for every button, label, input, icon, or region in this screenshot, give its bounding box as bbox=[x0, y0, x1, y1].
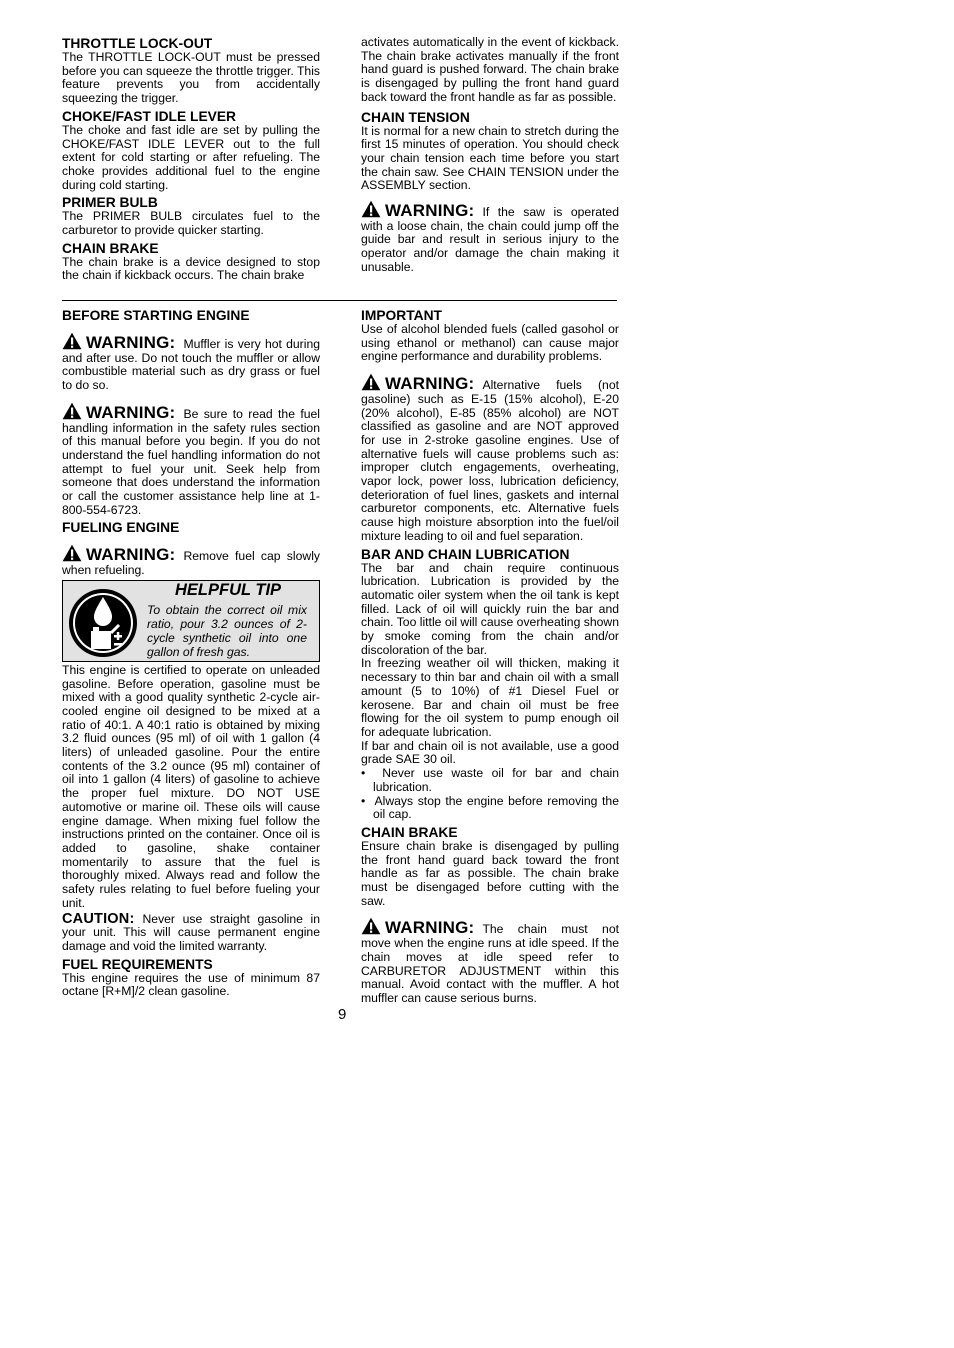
text-primer: The PRIMER BULB circulates fuel to the carburetor to provide quicker starting. bbox=[62, 209, 320, 238]
text-lubrication-3: If bar and chain oil is not available, use a good grade SAE 30 oil. bbox=[361, 738, 619, 767]
warning-text: Be sure to read the fuel handling information in the safety rules section of this manual before you begin. If you do not understand the fuel handling information do not attempt to fuel your unit. Seek help from someone that does understand the information or call the customer assistance help line at 1-800-554-6723. bbox=[62, 406, 320, 517]
top-right-column bbox=[361, 36, 619, 275]
bottom-left-column bbox=[62, 308, 320, 999]
text-chain-tension: It is normal for a new chain to stretch during the first 15 minutes of operation. You should check your chain tension each time before you start the chain saw. See CHAIN TENSION under the ASSEMBLY section. bbox=[361, 123, 619, 193]
section-divider bbox=[62, 300, 617, 301]
page-number: 9 bbox=[338, 1006, 347, 1023]
heading-chain-tension: CHAIN TENSION bbox=[361, 109, 470, 125]
warning-loose-chain bbox=[361, 200, 619, 275]
heading-primer: PRIMER BULB bbox=[62, 195, 158, 211]
text-lubrication-2: In freezing weather oil will thicken, making it necessary to thin bar and chain oil with a small amount (5 to 10%) of #1 Diesel Fuel or kerosene. Bar and chain oil must be free flowing for the oil system to pump enough oil for adequate lubrication. bbox=[361, 656, 619, 739]
helpful-tip-title: HELPFUL TIP bbox=[175, 580, 282, 599]
list-item: • Never use waste oil for bar and chain lubrication. bbox=[361, 766, 620, 794]
caution-straight-gasoline bbox=[62, 910, 320, 954]
warning-triangle-icon bbox=[62, 544, 82, 562]
warning-fuel-handling bbox=[62, 402, 320, 518]
warning-text: If the saw is operated with a loose chain, the chain could jump off the guide bar and result in serious injury to the operator and/or damage the chain making it unusable. bbox=[361, 205, 619, 274]
text-lubrication-1: The bar and chain require continuous lubrication. Lubrication is provided by the automatic oiler system when the oil tank is kept filled. Lack of oil will quickly ruin the bar and chain. Too little oil will cause overheating shown by smoke coming from the chain and/or discoloration of the bar. bbox=[361, 560, 619, 657]
heading-bar-chain-lubrication: BAR AND CHAIN LUBRICATION bbox=[361, 546, 570, 562]
text-fuel-requirements: This engine requires the use of minimum 87 octane [R+M]/2 clean gasoline. bbox=[62, 970, 320, 999]
warning-triangle-icon bbox=[62, 332, 82, 350]
list-item: • Always stop the engine before removing the oil cap. bbox=[361, 793, 619, 822]
warning-triangle-icon bbox=[361, 373, 381, 391]
warning-label: WARNING: bbox=[86, 333, 176, 352]
heading-chain-brake-2: CHAIN BRAKE bbox=[361, 824, 458, 840]
warning-label: WARNING: bbox=[385, 201, 475, 221]
warning-text: Muffler is very hot during and after use. Do not touch the muffler or allow combustible material such as dry grass or fuel to do so. bbox=[62, 337, 320, 393]
warning-label: WARNING: bbox=[86, 402, 176, 422]
helpful-tip-text: To obtain the correct oil mix ratio, pour 3.2 ounces of 2-cycle synthetic oil into one gallon of fresh gas. bbox=[147, 602, 307, 659]
warning-triangle-icon bbox=[62, 402, 82, 420]
warning-label: WARNING: bbox=[385, 918, 475, 938]
top-left-column bbox=[62, 36, 320, 283]
text-chain-brake-2: Ensure chain brake is disengaged by pulling the front hand guard back toward the front handle as far as possible. The chain brake must be disengaged before cutting with the saw. bbox=[361, 838, 619, 908]
text-chain-brake-continued: activates automatically in the event of kickback. The chain brake activates manually if the front hand guard is pushed forward. The chain brake is disengaged by pulling the front hand guard back toward the front handle as far as possible. bbox=[361, 35, 619, 104]
heading-before-starting: BEFORE STARTING ENGINE bbox=[62, 308, 250, 323]
caution-text: Never use straight gasoline in your unit. This will cause permanent engine damage and void the limited warranty. bbox=[62, 911, 320, 953]
warning-text: Remove fuel cap slowly when refueling. bbox=[62, 549, 320, 578]
text-engine-fuel-mix: This engine is certified to operate on unleaded gasoline. Before operation, gasoline must be mixed with a good quality synthetic 2-cycle air-cooled engine oil designed to be mixed at a ratio of 40:1. A 40:1 ratio is obtained by mixing 3.2 fluid ounces (95 ml) of oil with 1 gallon (4 liters) of unleaded gasoline. Pour the entire contents of the 3.2 ounce (95 ml) container of oil into 1 gallon (4 liters) of gasoline to achieve the proper fuel mixture. DO NOT USE automotive or marine oil. These oils will cause engine damage. When mixing fuel follow the instructions printed on the container. Once oil is added to gasoline, shake container momentarily to assure that the fuel is thoroughly mixed. Always read and follow the safety rules relating to fuel before fueling your unit. bbox=[62, 662, 320, 910]
warning-triangle-icon bbox=[361, 200, 381, 218]
warning-text: Alternative fuels (not gasoline) such as E-15 (15% alcohol), E-20 (20% alcohol), E-85 (85% alcohol) are NOT classified as gasoline and are NOT approved for use in 2-stroke gasoline engines. Use of alternative fuels will cause problems such as: improper clutch engagements, overheating, vapor lock, power loss, lubrication deficiency, deterioration of fuel lines, gaskets and internal carburetor components, etc. Alternative fuels cause high moisture absorption into the fuel/oil mixture leading to oil and fuel separation. bbox=[361, 378, 619, 543]
heading-throttle-lockout: THROTTLE LOCK-OUT bbox=[62, 36, 213, 51]
warning-text: The chain must not move when the engine runs at idle speed. If the chain moves at idle speed refer to CARBURETOR ADJUSTMENT within this manual. Avoid contact with the muffler. A hot muffler can cause serious burns. bbox=[361, 922, 619, 1005]
warning-chain-idle bbox=[361, 917, 619, 1005]
bottom-right-column bbox=[361, 308, 619, 1006]
text-chain-brake: The chain brake is a device designed to stop the chain if kickback occurs. The chain brake bbox=[62, 254, 320, 283]
warning-fuel-cap bbox=[62, 544, 320, 577]
warning-muffler bbox=[62, 332, 320, 393]
warning-triangle-icon bbox=[361, 917, 381, 935]
heading-fuel-requirements: FUEL REQUIREMENTS bbox=[62, 956, 213, 972]
heading-important: IMPORTANT bbox=[361, 308, 442, 323]
heading-fueling-engine: FUELING ENGINE bbox=[62, 520, 180, 536]
text-important: Use of alcohol blended fuels (called gasohol or using ethanol or methanol) can cause major engine performance and durability problems. bbox=[361, 322, 619, 364]
heading-choke: CHOKE/FAST IDLE LEVER bbox=[62, 108, 237, 124]
heading-chain-brake: CHAIN BRAKE bbox=[62, 240, 159, 256]
helpful-tip-box bbox=[62, 580, 320, 662]
warning-label: WARNING: bbox=[86, 545, 176, 565]
fuel-can-icon bbox=[67, 587, 139, 659]
warning-label: WARNING: bbox=[385, 374, 475, 394]
caution-label: CAUTION: bbox=[62, 910, 135, 927]
text-throttle-lockout: The THROTTLE LOCK-OUT must be pressed before you can squeeze the throttle trigger. This feature prevents you from accidentally squeezing the trigger. bbox=[62, 50, 320, 106]
warning-alternative-fuels bbox=[361, 373, 619, 543]
text-choke: The choke and fast idle are set by pulling the CHOKE/FAST IDLE LEVER out to the full extent for cold starting or after refueling. The choke provides additional fuel to the engine during cold starting. bbox=[62, 122, 320, 192]
